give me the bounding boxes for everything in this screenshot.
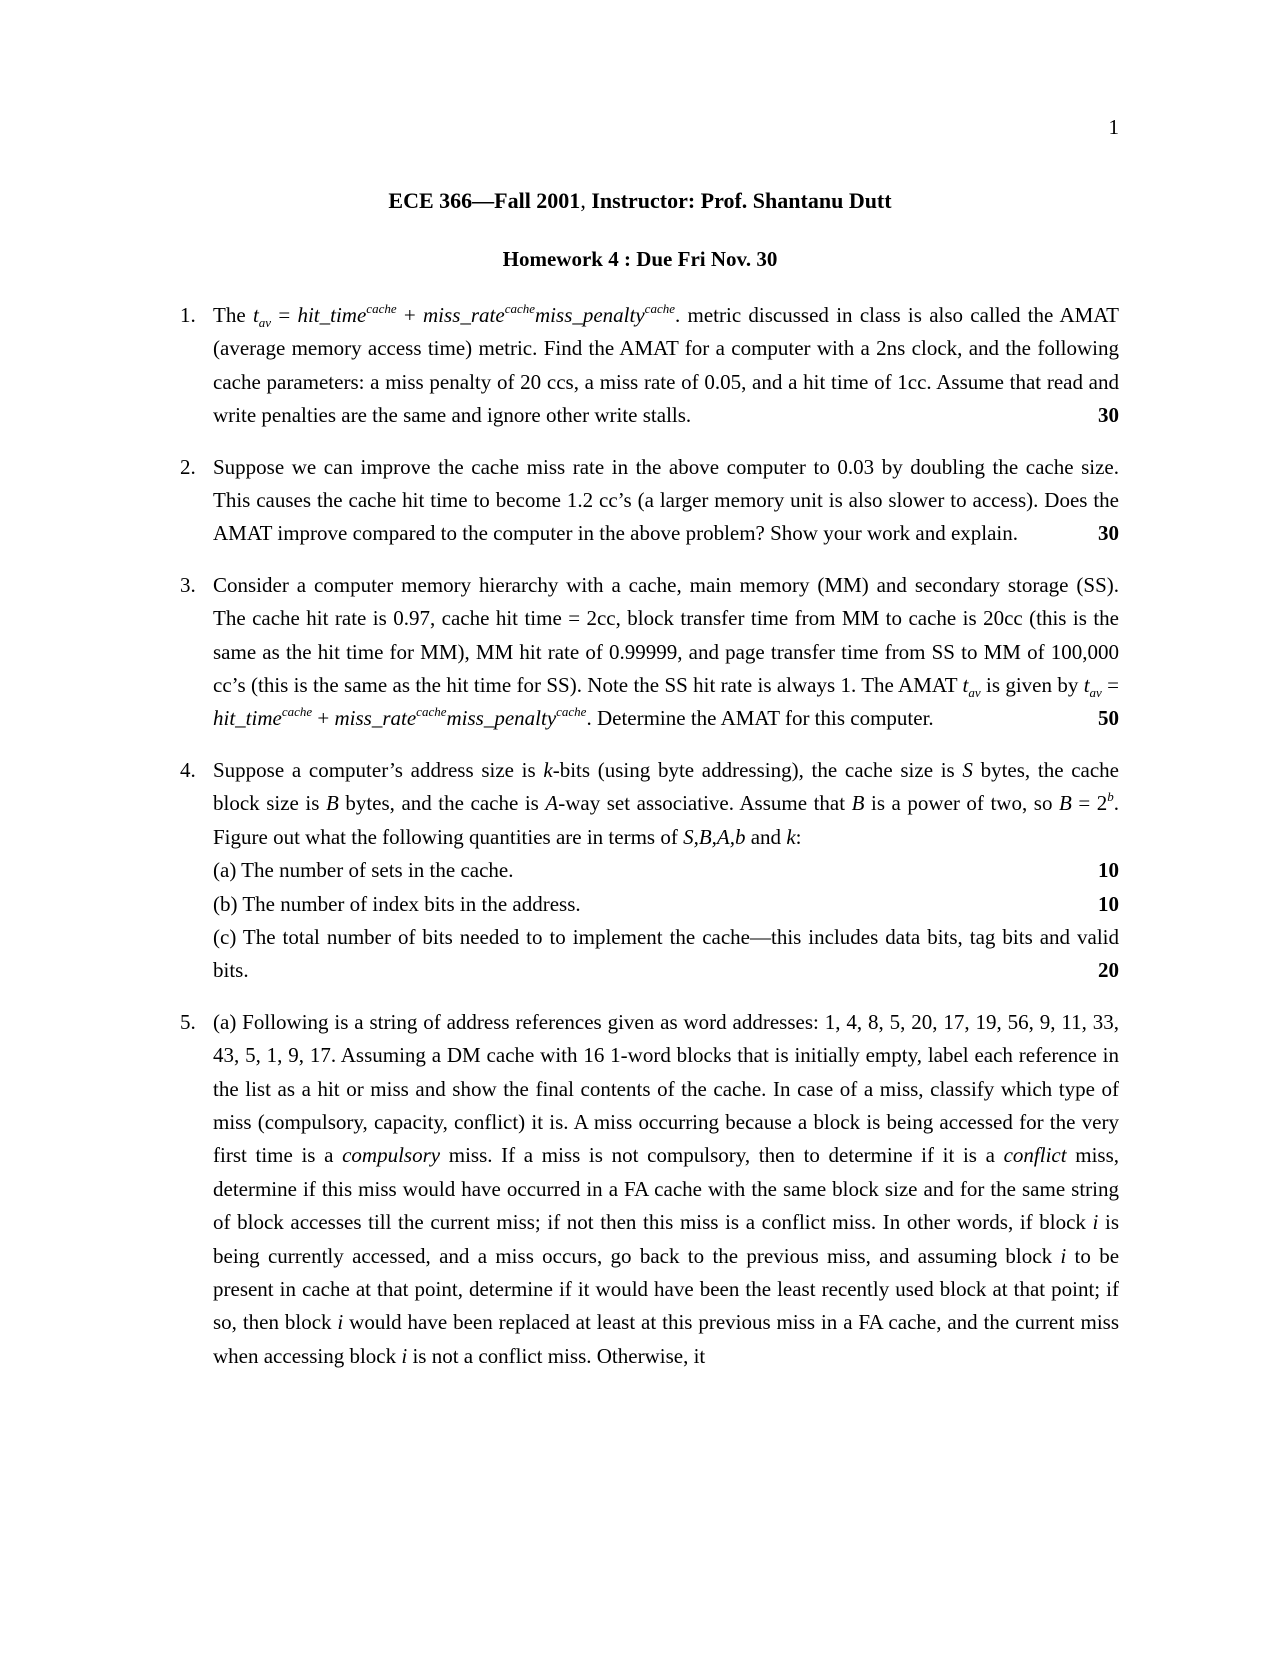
var-i: i bbox=[1060, 1243, 1067, 1268]
problem-body bbox=[213, 1006, 1119, 1373]
subpart-c bbox=[213, 921, 1119, 988]
subpart-text: (b) The number of index bits in the address. bbox=[213, 891, 581, 916]
var-s: S bbox=[962, 757, 973, 782]
course-label: ECE 366—Fall 2001 bbox=[388, 188, 581, 213]
problem-text: is being currently accessed, and a miss occurs, go back to the previous miss, and assuming block bbox=[213, 1210, 1119, 1268]
var-i: i bbox=[1092, 1210, 1099, 1235]
term-miss-rate: miss_rate bbox=[423, 303, 505, 327]
problem-5 bbox=[180, 1006, 1119, 1373]
problem-list bbox=[180, 299, 1119, 1391]
var-list: S,B,A,b bbox=[683, 824, 746, 849]
period: . bbox=[674, 303, 681, 327]
subpart-b bbox=[213, 888, 1119, 921]
problem-text: -bits (using byte addressing), the cache size is bbox=[552, 757, 963, 782]
problem-body bbox=[213, 451, 1119, 551]
var-b-upper: B bbox=[851, 791, 865, 816]
document-subtitle: Homework 4 : Due Fri Nov. 30 bbox=[502, 247, 778, 271]
problem-text: Suppose a computer’s address size is bbox=[213, 757, 544, 782]
problem-text: = 2 bbox=[1071, 791, 1108, 816]
superscript-cache: cache bbox=[416, 704, 447, 720]
var-t: t bbox=[1083, 673, 1090, 698]
subscript-av: av bbox=[1089, 685, 1102, 701]
problem-text: bytes, the cache block size is bbox=[213, 757, 1120, 816]
problem-text: . Figure out what the following quantities are in terms of bbox=[213, 791, 1120, 849]
problem-text: (a) Following is a string of address references given as word addresses: 1, 4, 8, 5, 20, 17, 19, 56, 9, 11, 33, 43, 5, 1, 9, 17. Assuming a DM cache with 16 1-word blocks that is initially empty, label each reference in the list as a hit or miss and show the final contents of the cache. In case of a miss, classify which type of miss (compulsory, capacity, conflict) it is. A miss occurring because a block is being accessed for the very first time is a bbox=[213, 1009, 1119, 1168]
term-conflict: conflict bbox=[1003, 1143, 1067, 1168]
var-t: t bbox=[252, 303, 259, 327]
problem-text: bytes, and the cache is bbox=[338, 791, 546, 816]
term-miss-penalty: miss_penalty bbox=[446, 706, 557, 731]
problem-number: 2. bbox=[180, 454, 196, 479]
problem-4 bbox=[180, 754, 1119, 988]
var-b-upper: B bbox=[325, 791, 339, 816]
term-miss-penalty: miss_penalty bbox=[535, 303, 645, 327]
plus-sign: + bbox=[312, 706, 335, 731]
superscript-cache: cache bbox=[644, 301, 675, 316]
problem-text: -way set associative. Assume that bbox=[558, 791, 852, 816]
var-i: i bbox=[401, 1343, 408, 1368]
problem-text: miss, determine if this miss would have occurred in a FA cache with the same block size and for the same string of block accesses till the current miss; if not then this miss is a conflict miss. In other words, if block bbox=[213, 1143, 1120, 1235]
superscript-cache: cache bbox=[366, 301, 397, 316]
problem-points: 50 bbox=[1098, 706, 1119, 731]
subpart-points: 10 bbox=[1098, 891, 1119, 916]
problem-text: and bbox=[745, 824, 787, 849]
document-title bbox=[0, 188, 1280, 214]
plus-sign: + bbox=[396, 303, 424, 327]
var-i: i bbox=[337, 1310, 344, 1335]
problem-body bbox=[213, 754, 1119, 988]
superscript-cache: cache bbox=[556, 704, 587, 720]
problem-text: Determine the AMAT for this computer. bbox=[591, 706, 934, 731]
subpart-text: (c) The total number of bits needed to to implement the cache—this includes data bits, tag bits and valid bits. bbox=[213, 924, 1119, 983]
term-hit-time: hit_time bbox=[297, 303, 367, 327]
subpart-points: 10 bbox=[1098, 858, 1119, 883]
problem-points: 30 bbox=[1098, 521, 1119, 546]
problem-points: 30 bbox=[1098, 403, 1119, 428]
equals-sign: = bbox=[1101, 673, 1119, 698]
problem-body bbox=[213, 569, 1119, 736]
term-compulsory: compulsory bbox=[342, 1143, 441, 1168]
var-k: k bbox=[543, 757, 553, 782]
problem-text: is a power of two, so bbox=[864, 791, 1059, 816]
problem-1 bbox=[180, 299, 1119, 433]
var-a: A bbox=[545, 791, 559, 816]
problem-2 bbox=[180, 451, 1119, 551]
superscript-cache: cache bbox=[504, 301, 536, 316]
problem-text: to be present in cache at that point, determine if it would have been the least recently used block at that point; if so, then block bbox=[213, 1243, 1120, 1335]
amat-symbol bbox=[962, 673, 981, 701]
problem-text: metric discussed in class is also called the AMAT (average memory access time) metric. Find the AMAT for a computer with a 2ns clock, and the following cache parameters: a miss penalty of 20 ccs, a miss rate of 0.05, and a hit time of 1cc. Assume that read and write penalties are the same and ignore other write stalls. bbox=[213, 303, 1119, 428]
superscript-cache: cache bbox=[281, 704, 313, 720]
problem-number: 5. bbox=[180, 1009, 196, 1034]
problem-number: 4. bbox=[180, 757, 196, 782]
exponent-b: b bbox=[1107, 789, 1114, 805]
problem-text: would have been replaced at least at this previous miss in a FA cache, and the current miss when accessing block bbox=[213, 1310, 1119, 1368]
problem-text: is given by bbox=[980, 673, 1084, 698]
problem-number: 1. bbox=[180, 303, 196, 327]
problem-text: is not a conflict miss. Otherwise, it bbox=[407, 1343, 706, 1368]
problem-text: The bbox=[213, 303, 253, 327]
period: . bbox=[586, 706, 592, 731]
page-number: 1 bbox=[1108, 115, 1119, 139]
var-k: k bbox=[786, 824, 796, 849]
subscript-av: av bbox=[258, 315, 272, 330]
subpart-text: (a) The number of sets in the cache. bbox=[213, 858, 514, 883]
problem-text: Consider a computer memory hierarchy with a cache, main memory (MM) and secondary storage (SS). The cache hit rate is 0.97, cache hit time = 2cc, block transfer time from MM to cache is 20cc (this is the same as the hit time for MM), MM hit rate of 0.99999, and page transfer time from SS to MM of 100,000 cc’s (this is the same as the hit time for SS). Note the SS hit rate is always 1. The AMAT bbox=[213, 572, 1119, 698]
term-miss-rate: miss_rate bbox=[334, 706, 417, 731]
term-hit-time: hit_time bbox=[213, 706, 282, 731]
problem-text: miss. If a miss is not compulsory, then to determine if it is a bbox=[440, 1143, 1004, 1168]
problem-3 bbox=[180, 569, 1119, 736]
subpart-a bbox=[213, 854, 1119, 887]
instructor-label: Instructor: Prof. Shantanu Dutt bbox=[591, 188, 892, 213]
var-t: t bbox=[962, 673, 969, 698]
problem-body bbox=[213, 299, 1119, 433]
equals-sign: = bbox=[271, 303, 298, 327]
problem-text: : bbox=[795, 824, 802, 849]
amat-formula bbox=[252, 301, 681, 330]
var-b-upper: B bbox=[1059, 791, 1072, 816]
problem-number: 3. bbox=[180, 572, 196, 597]
subscript-av: av bbox=[968, 685, 981, 701]
title-separator: , bbox=[580, 188, 592, 213]
subpart-points: 20 bbox=[1098, 958, 1119, 983]
problem-text: Suppose we can improve the cache miss rate in the above computer to 0.03 by doubling the cache size. This causes the cache hit time to become 1.2 cc’s (a larger memory unit is also slower to access). Does the AMAT improve compared to the computer in the above problem? Show your work and explain. bbox=[213, 454, 1119, 546]
